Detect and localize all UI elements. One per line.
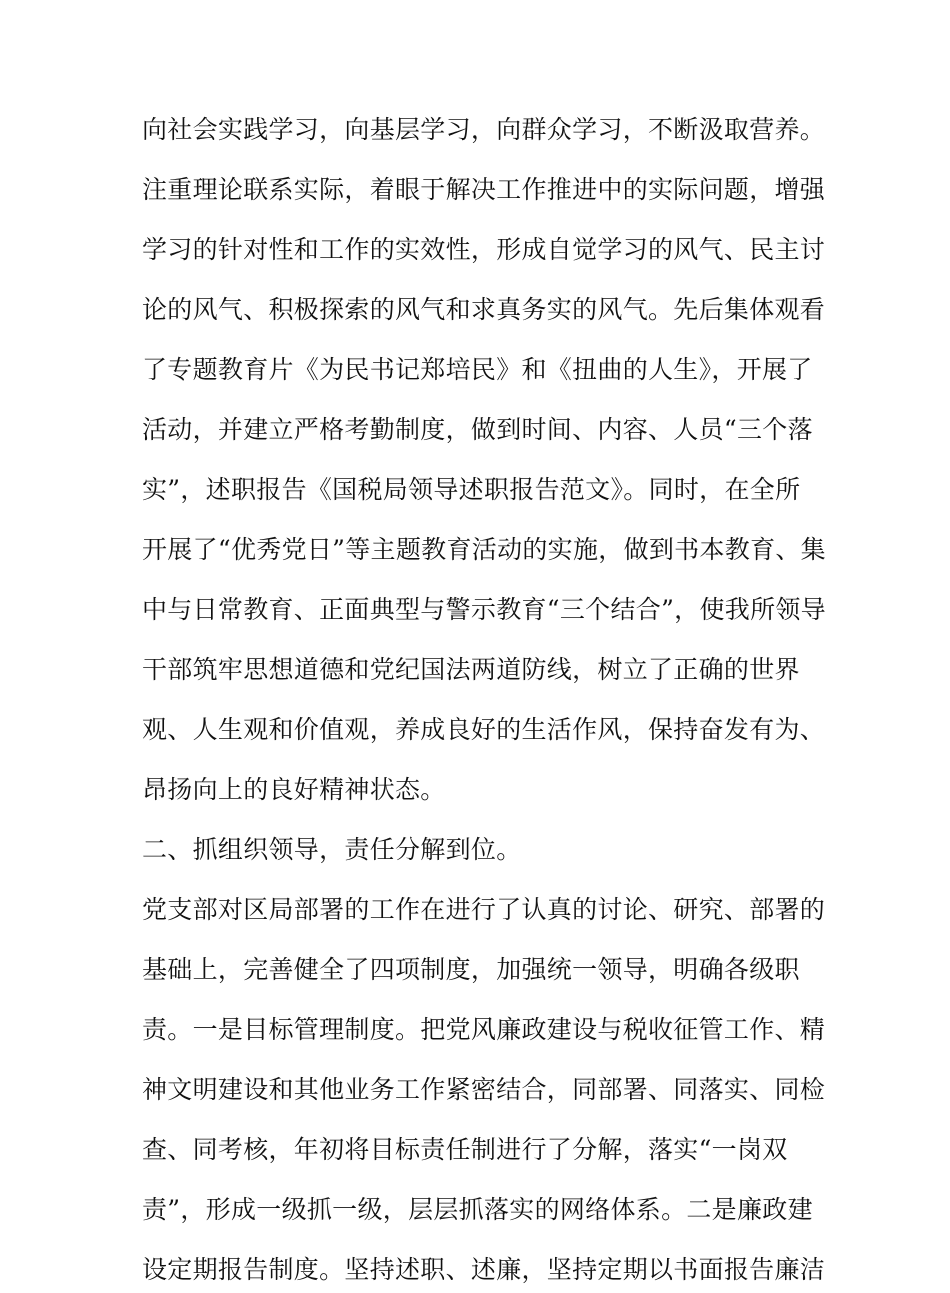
text-line: 学习的针对性和工作的实效性，形成自觉学习的风气、民主讨 bbox=[142, 235, 826, 264]
text-line: 向社会实践学习，向基层学习，向群众学习，不断汲取营养。 bbox=[142, 115, 826, 144]
text-line: 党支部对区局部署的工作在进行了认真的讨论、研究、部署的 bbox=[142, 895, 826, 924]
text-line: 论的风气、积极探索的风气和求真务实的风气。先后集体观看 bbox=[142, 295, 826, 324]
document-body bbox=[142, 107, 826, 1293]
text-line: 昂扬向上的良好精神状态。 bbox=[142, 775, 446, 804]
text-line: 神文明建设和其他业务工作紧密结合，同部署、同落实、同检 bbox=[142, 1075, 826, 1104]
text-line: 观、人生观和价值观，养成良好的生活作风，保持奋发有为、 bbox=[142, 715, 826, 744]
text-line: 设定期报告制度。坚持述职、述廉，坚持定期以书面报告廉洁 bbox=[142, 1255, 826, 1284]
text-line: 开展了“优秀党日”等主题教育活动的实施，做到书本教育、集 bbox=[142, 535, 826, 564]
text-line: 注重理论联系实际，着眼于解决工作推进中的实际问题，增强 bbox=[142, 175, 826, 204]
section-heading: 二、抓组织领导，责任分解到位。 bbox=[142, 835, 522, 864]
text-line: 中与日常教育、正面典型与警示教育“三个结合”，使我所领导 bbox=[142, 595, 826, 624]
text-line: 干部筑牢思想道德和党纪国法两道防线，树立了正确的世界 bbox=[142, 655, 800, 684]
text-line: 查、同考核，年初将目标责任制进行了分解，落实“一岗双 bbox=[142, 1135, 788, 1164]
text-line: 基础上，完善健全了四项制度，加强统一领导，明确各级职 bbox=[142, 955, 800, 984]
text-line: 活动，并建立严格考勤制度，做到时间、内容、人员“三个落 bbox=[142, 415, 813, 444]
text-line: 责。一是目标管理制度。把党风廉政建设与税收征管工作、精 bbox=[142, 1015, 826, 1044]
text-line: 了专题教育片《为民书记郑培民》和《扭曲的人生》，开展了 bbox=[142, 355, 813, 384]
text-line: 实”，述职报告《国税局领导述职报告范文》。同时，在全所 bbox=[142, 475, 801, 504]
text-line: 责”，形成一级抓一级，层层抓落实的网络体系。二是廉政建 bbox=[142, 1195, 813, 1224]
